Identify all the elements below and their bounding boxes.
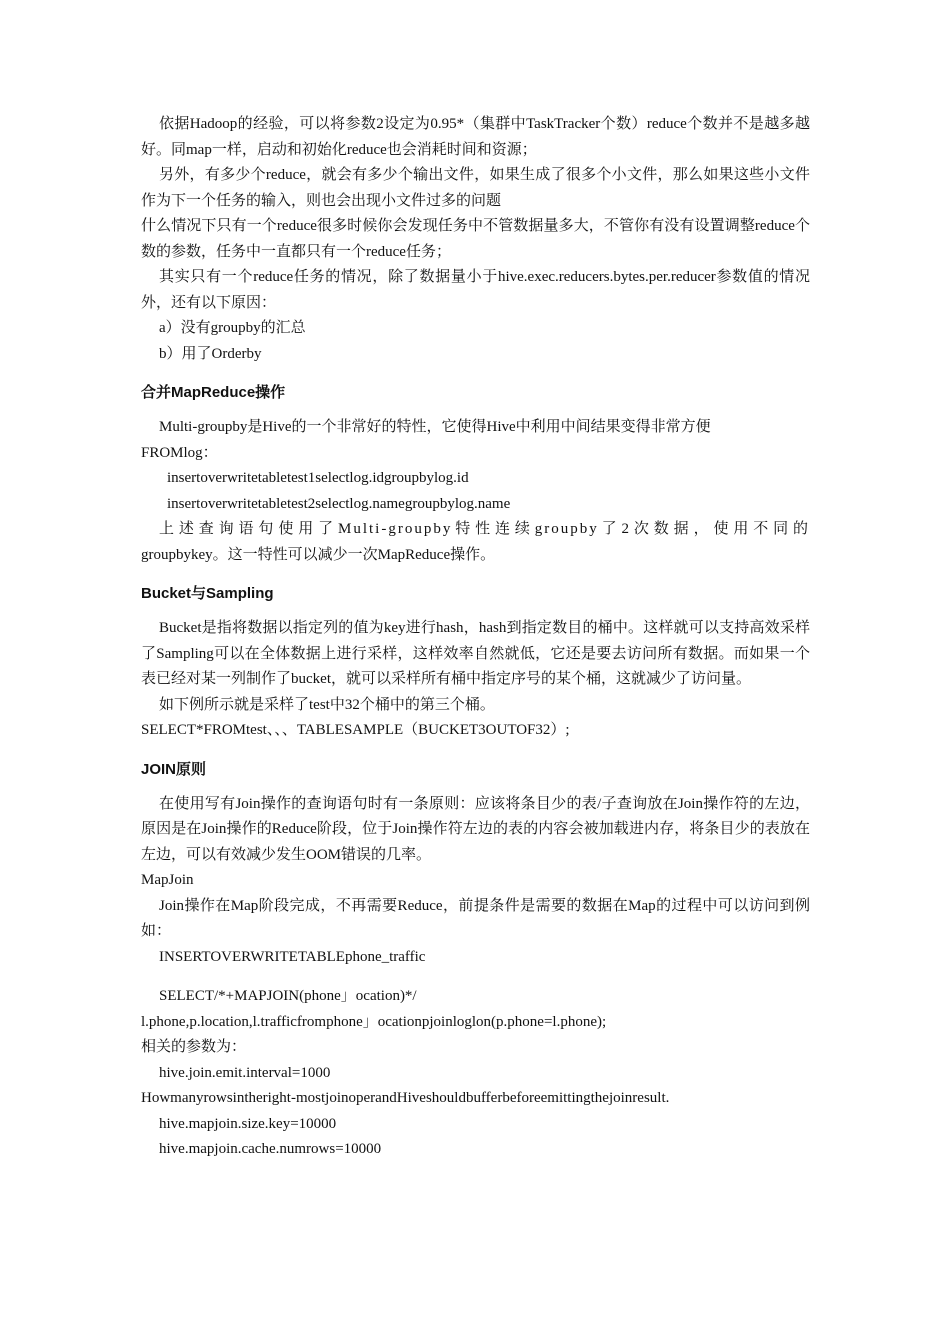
code-tablesample: SELECT*FROMtest、、、TABLESAMPLE（BUCKET3OUTOF32）;	[141, 722, 570, 738]
label-related-params: 相关的参数为：	[141, 1039, 247, 1055]
code-line-1: insertoverwritetabletest1selectlog.idgroupbylog.id	[167, 470, 469, 486]
paragraph-groupby-explain-line2: groupbykey。这一特性可以减少一次MapReduce操作。	[141, 546, 496, 563]
paragraph-groupby-explain-line1: 上述查询语句使用了Multi-groupby特性连续groupby了2次数据，使用不同的	[159, 521, 810, 537]
paragraph-bucket: Bucket是指将数据以指定列的值为key进行hash，hash到指定数目的桶中。这样就可以支持高效采样了Sampling可以在全体数据上进行采样，这样效率自然就低，它还是要去访问所有数据。而如果一个表已经对某一列制作了bucket，就可以采样所有桶中指定序号的某个桶，这就减少了访问量。	[141, 620, 810, 687]
label-mapjoin: MapJoin	[141, 872, 194, 888]
paragraph-reduce-count: 依据Hadoop的经验，可以将参数2设定为0.95*（集群中TaskTracker个数）reduce个数并不是越多越好。同map一样，启动和初始化reduce也会消耗时间和资源；	[141, 116, 810, 158]
paragraph-single-reduce-reasons: 其实只有一个reduce任务的情况，除了数据量小于hive.exec.reducers.bytes.per.reducer参数值的情况外，还有以下原因：	[141, 269, 810, 311]
code-select-mapjoin: SELECT/*+MAPJOIN(phone」ocation)*/	[159, 988, 417, 1004]
list-item-b: b）用了Orderby	[159, 345, 262, 362]
paragraph-from-log: FROMlog：	[141, 444, 218, 461]
param-join-emit-interval: hive.join.emit.interval=1000	[159, 1064, 331, 1081]
list-item-a: a）没有groupby的汇总	[159, 320, 306, 336]
paragraph-join-rule: 在使用写有Join操作的查询语句时有一条原则：应该将条目少的表/子查询放在Join操作符的左边，原因是在Join操作的Reduce阶段，位于Join操作符左边的表的内容会被加载进内存，将条目少的表放在左边，可以有效减少发生OOM错误的几率。	[141, 795, 810, 863]
heading-bucket-sampling: Bucket与Sampling	[141, 585, 274, 602]
paragraph-sample-example: 如下例所示就是采样了test中32个桶中的第三个桶。	[159, 696, 495, 713]
heading-join-principle: JOIN原则	[141, 760, 207, 778]
paragraph-single-reduce: 什么情况下只有一个reduce很多时候你会发现任务中不管数据量多大，不管你有没有设置调整reduce个数的参数，任务中一直都只有一个reduce任务；	[141, 218, 810, 260]
heading-merge-mapreduce: 合并MapReduce操作	[141, 384, 286, 401]
paragraph-output-files: 另外，有多少个reduce，就会有多少个输出文件，如果生成了很多个小文件，那么如果这些小文件作为下一个任务的输入，则也会出现小文件过多的问题	[141, 167, 810, 209]
code-join-clause: l.phone,p.location,l.trafficfromphone」ocationpjoinloglon(p.phone=l.phone);	[141, 1013, 607, 1030]
paragraph-mapjoin: Join操作在Map阶段完成，不再需要Reduce，前提条件是需要的数据在Map的过程中可以访问到例如：	[141, 897, 810, 939]
code-line-2: insertoverwritetabletest2selectlog.namegroupbylog.name	[167, 495, 511, 512]
code-insert-overwrite: INSERTOVERWRITETABLEphone_traffic	[159, 948, 426, 965]
document-body	[141, 112, 810, 1163]
param-join-emit-interval-desc: Howmanyrowsintheright-mostjoinoperandHiveshouldbufferbeforeemittingthejoinresult.	[141, 1090, 670, 1106]
paragraph-multi-groupby: Multi-groupby是Hive的一个非常好的特性，它使得Hive中利用中间结果变得非常方便	[159, 419, 711, 435]
param-mapjoin-size-key: hive.mapjoin.size.key=10000	[159, 1115, 337, 1132]
param-mapjoin-cache-numrows: hive.mapjoin.cache.numrows=10000	[159, 1141, 382, 1157]
